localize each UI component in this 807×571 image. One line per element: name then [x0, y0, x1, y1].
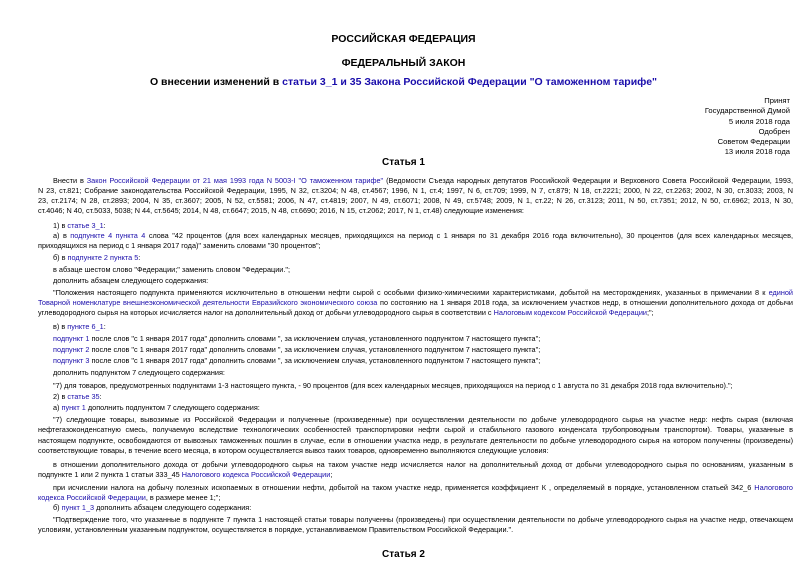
legal-reference-link[interactable]: единой — [768, 288, 793, 297]
legal-reference-link[interactable]: подпункте 2 пункта 5 — [67, 253, 139, 262]
text-segment: N 23, ст.821; Собрание законодательства Российской Федерации, 1995, N 32, ст.3204; N 48, ст.4567; 1996, N 1, ст.4; 1997, N 6, ст.709; 1999, N 7, ст.879; N 18, ст.2221; 2000, N 22, ст.2263; 2002, N 30, ст.3033; 2003, N — [38, 186, 793, 195]
text-line — [53, 345, 793, 355]
text-segment: после слов "с 1 января 2017 года" дополнить словами ", за исключением случая, установленного подпунктом 7 настоящего пункта"; — [89, 334, 541, 343]
legal-reference-link[interactable]: пункт 1_3 — [61, 503, 95, 512]
text-line — [38, 470, 793, 480]
text-segment: дополнить абзацем следующего содержания: — [94, 503, 252, 512]
legal-reference-link[interactable]: Налогового кодекса Российской Федерации — [181, 470, 331, 479]
text-line — [38, 525, 793, 535]
text-line — [38, 425, 793, 435]
text-line — [38, 186, 793, 196]
text-segment: Внести в — [53, 176, 87, 185]
text-line — [53, 176, 793, 186]
text-segment: ст.4046; N 40, ст.5033, 5038; N 44, ст.5645; 2014, N 48, ст.6647; 2015, N 48, ст.6690; 2016, N 15, ст.2062; 2017, N 1, ст.48) следующие изменения: — [38, 206, 524, 215]
text-segment: после слов "с 1 января 2017 года" дополнить словами ", за исключением случая, установленного подпунктом 7 настоящего пункта"; — [89, 345, 541, 354]
text-segment: по состоянию на 1 января 2018 года, за исключением участков недр, в отношении дополнительного дохода от добычи — [377, 298, 793, 307]
text-line — [38, 241, 793, 251]
text-segment: нефтегазоконденсатную смесь, получаемую вследствие технологических особенностей транспортировки нефти сырой и стабильного газового конденсата трубопроводным транспортом). Товары, указанные в — [38, 425, 793, 434]
text-line — [53, 322, 793, 332]
text-segment: : — [99, 392, 102, 401]
legal-reference-link[interactable]: Товарной номенклатуре внешнеэкономической деятельности Евразийского экономического союза — [38, 298, 378, 307]
text-segment: : — [138, 253, 141, 262]
approval-line: 5 июля 2018 года — [728, 116, 790, 126]
text-segment: после слов "с 1 января 2017 года" дополнить словами ", за исключением случая, установленного подпунктом 7 настоящего пункта"; — [89, 356, 541, 365]
text-line — [53, 231, 793, 241]
text-line — [53, 460, 793, 470]
article-1-heading: Статья 1 — [382, 157, 425, 168]
approval-block — [705, 96, 790, 158]
text-segment: : — [103, 221, 106, 230]
legal-reference-link[interactable]: пункт 1 — [61, 403, 86, 412]
approval-line: Государственной Думой — [704, 106, 790, 116]
law-title — [0, 76, 807, 88]
approval-line: 13 июля 2018 года — [724, 147, 790, 157]
text-segment: подпункте 1 или 2 пункта 1 статьи 333_45 — [38, 470, 182, 479]
text-segment: (Ведомости Съезда народных депутатов Российской Федерации и Верховного Совета Российской Федерации, 1993, — [383, 176, 793, 185]
text-line — [53, 392, 793, 402]
text-segment: , в размере менее 1;"; — [145, 493, 221, 502]
text-line — [53, 288, 793, 298]
text-line — [53, 381, 793, 391]
text-segment: углеводородного сырья на которых исчисляется налог на дополнительный доход от добычи углеводородного сырья в соответствии с — [38, 308, 494, 317]
text-segment: в отношении дополнительного дохода от добычи углеводородного сырья на таком участке недр исчисляется налог на дополнительный доход от добычи углеводородного сырья по основаниям, указанным в — [53, 460, 793, 469]
text-segment: "7) для товаров, предусмотренных подпунктами 1-3 настоящего пункта, - 90 процентов (для всех календарных месяцев, приходящихся на период с 1 августа по 31 декабря 2018 года включительно)."; — [53, 381, 733, 390]
text-line — [53, 221, 793, 231]
article-2-heading: Статья 2 — [382, 549, 425, 560]
text-segment: соответствующие товары, в течение всего месяца, в котором осуществляется вывоз таких товаров, одновременно выполняются следующие условия: — [38, 446, 549, 455]
text-segment: в абзаце шестом слово "Федерации;" заменить словом "Федерации."; — [53, 265, 291, 274]
text-segment: а) в — [53, 231, 71, 240]
text-line — [53, 368, 793, 378]
text-line — [38, 196, 793, 206]
legal-reference-link[interactable]: Закон Российской Федерации от 21 мая 1993 года N 5003-I "О таможенном тарифе" — [86, 176, 384, 185]
text-line — [53, 403, 793, 413]
text-segment: "7) следующие товары, вывозимые из Российской Федерации и полученные (произведенные) при осуществлении деятельности по добыче углеводородного сырья на участке недр: нефть сырая (включая — [53, 415, 793, 424]
text-segment: б) — [53, 503, 62, 512]
law-title-link[interactable]: статьи 3_1 и 35 Закона Российской Федерации "О таможенном тарифе" — [282, 76, 658, 88]
text-segment: дополнить подпунктом 7 следующего содержания: — [53, 368, 225, 377]
text-line — [53, 356, 793, 366]
approval-line: Советом Федерации — [717, 137, 790, 147]
country-heading: РОССИЙСКАЯ ФЕДЕРАЦИЯ — [331, 33, 476, 45]
text-segment: : — [103, 322, 106, 331]
text-segment: дополнить абзацем следующего содержания: — [53, 276, 209, 285]
text-line — [53, 415, 793, 425]
text-segment: 1) в — [53, 221, 68, 230]
text-segment: настоящем подпункте, освобождаются от вывозных таможенных пошлин в случае, если в отношении участка недр, в результате деятельности по добыче углеводородного сырья на котором полученны (произведены) — [38, 436, 793, 445]
text-line — [38, 436, 793, 446]
text-segment: условиям, установленным указанным подпунктом, осуществляется в порядке, устанавливаемом Правительством Российской Федерации.". — [38, 525, 514, 534]
law-title-prefix: О внесении изменений в — [149, 76, 283, 88]
text-line — [53, 253, 793, 263]
approval-line: Одобрен — [758, 126, 790, 136]
legal-reference-link[interactable]: статье 35 — [67, 392, 100, 401]
approval-line: Принят — [764, 96, 790, 105]
legal-reference-link[interactable]: Налоговым кодексом Российской Федерации — [493, 308, 648, 317]
legal-reference-link[interactable]: подпункт 2 — [53, 345, 90, 354]
legal-reference-link[interactable]: пункте 6_1 — [67, 322, 104, 331]
legal-reference-link[interactable]: кодекса Российской Федерации — [38, 493, 146, 502]
text-line — [53, 503, 793, 513]
text-segment: ;"; — [647, 308, 654, 317]
law-type-heading: ФЕДЕРАЛЬНЫЙ ЗАКОН — [341, 57, 466, 69]
text-line — [38, 308, 793, 318]
text-segment: б) в — [53, 253, 68, 262]
text-segment: дополнить подпунктом 7 следующего содержания: — [85, 403, 260, 412]
legal-reference-link[interactable]: подпункт 1 — [53, 334, 90, 343]
text-line — [53, 276, 793, 286]
legal-reference-link[interactable]: подпункте 4 пункта 4 — [70, 231, 146, 240]
text-line — [53, 483, 793, 493]
text-segment: "Положения настоящего подпункта применяются исключительно в отношении нефти сырой с особыми физико-химическими характеристиками, добытой на месторождениях, указанных в примечании 8 к — [53, 288, 769, 297]
text-segment: в) в — [53, 322, 68, 331]
text-segment: 23, ст.2174; N 28, ст.2893; 2004, N 35, ст.3607; 2005, N 52, ст.5581; 2006, N 47, ст.4819; 2007, N 49, ст.6071; 2008, N 49, ст.5748; 2009, N 1, ст.22; N 26, ст.3123; 2011, N 50, ст.7351; 2012, N 50, ст.6962; 2013, N 30, — [38, 196, 793, 205]
text-segment: слова "42 процентов (для всех календарных месяцев, приходящихся на период с 1 января по 31 декабря 2016 года включительно), 30 процентов (для всех календарных месяцев, — [145, 231, 793, 240]
text-segment: "Подтверждение того, что указанные в подпункте 7 пункта 1 настоящей статьи товары полученны (произведены) при осуществлении деятельности по добыче углеводородного сырья на участке недр, отвечающем — [53, 515, 793, 524]
text-segment: ; — [330, 470, 333, 479]
legal-reference-link[interactable]: Налогового — [754, 483, 793, 492]
text-segment: 2) в — [53, 392, 68, 401]
text-line — [53, 334, 793, 344]
text-line — [53, 265, 793, 275]
text-line — [53, 515, 793, 525]
text-segment: при исчислении налога на добычу полезных ископаемых в отношении нефти, добытой на таком участке недр, применяется коэффициент К , определяемый в порядке, установленном статьей 342_6 — [53, 483, 755, 492]
text-segment: а) — [53, 403, 62, 412]
legal-reference-link[interactable]: подпункт 3 — [53, 356, 90, 365]
text-line — [38, 493, 793, 503]
text-line — [38, 446, 793, 456]
text-line — [38, 206, 793, 216]
legal-reference-link[interactable]: статье 3_1 — [67, 221, 104, 230]
text-segment: приходящихся на период с 1 января 2017 года)" заменить словами "30 процентов"; — [38, 241, 321, 250]
text-line — [38, 298, 793, 308]
